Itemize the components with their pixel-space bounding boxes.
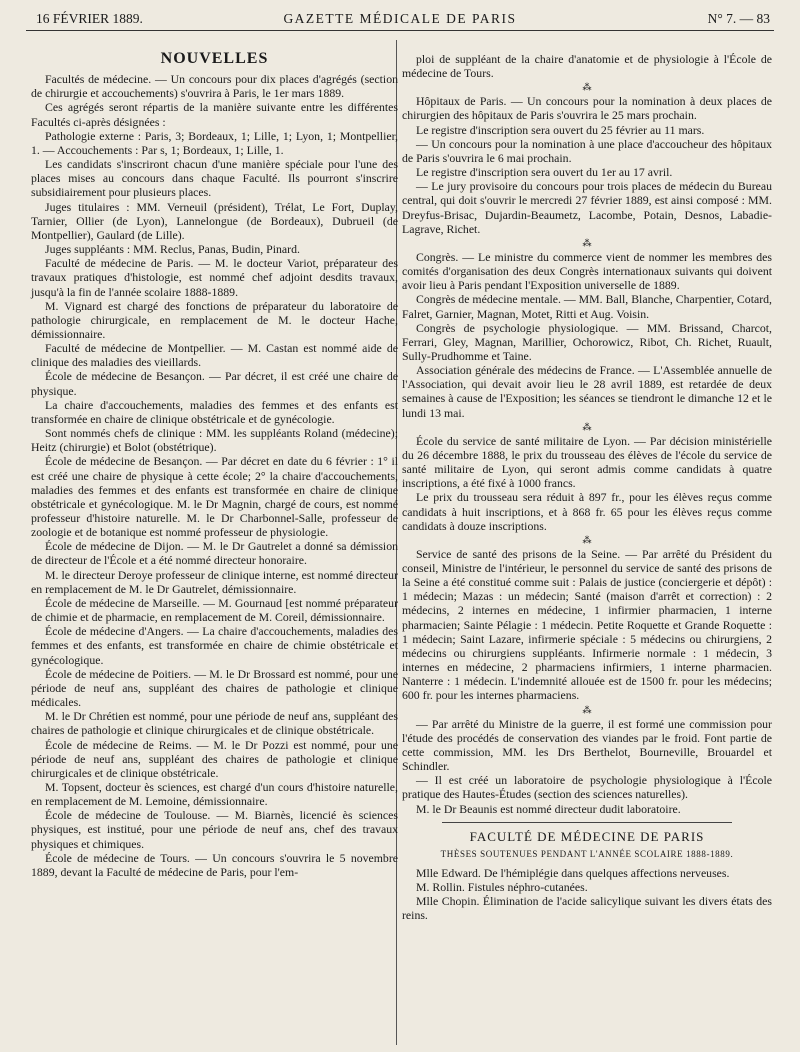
theses-list — [402, 866, 772, 923]
section-title: NOUVELLES — [160, 50, 269, 67]
paragraph: M. le Dr Beaunis est nommé directeur dudit laboratoire. — [416, 801, 681, 816]
paragraph: Faculté de médecine de Montpellier. — M. Castan est nommé aide de clinique des maladies des vieillards. — [31, 341, 398, 370]
paragraph: École de médecine de Reims. — M. le Dr Pozzi est nommé, pour une période de neuf ans, suppléant des chaires de pathologie et clinique chirurgicales et de clinique obstétricale. — [31, 737, 398, 780]
faculte-subtitle: THÈSES SOUTENUES PENDANT L'ANNÉE SCOLAIRE 1888-1889. — [440, 848, 734, 859]
left-paragraphs — [31, 72, 398, 879]
paragraph: Congrès de médecine mentale. — MM. Ball, Blanche, Charpentier, Cotard, Falret, Garnier, Magnan, Motet, Ritti et Aug. Voisin. — [402, 292, 772, 321]
right-block-2 — [402, 94, 772, 236]
paragraph: Le prix du trousseau sera réduit à 897 fr., pour les élèves reçus comme candidats à huit inscriptions, et à 868 fr. 65 pour les élèves reçus comme candidats à douze inscriptions. — [402, 490, 772, 533]
paragraph: École de médecine de Tours. — Un concours s'ouvrira le 5 novembre 1889, devant la Faculté de médecine de Paris, pour l'em- — [31, 850, 398, 879]
paragraph: — Le jury provisoire du concours pour trois places de médecin du Bureau central, qui doit s'ouvrir le mercredi 27 février 1889, est ainsi composé : MM. Dreyfus-Brisac, Dujardin-Beaumetz, Lacombe, Potain, Desnos, Labadie-Lagrave, Richet. — [402, 179, 772, 236]
paragraph: Le registre d'inscription sera ouvert du 1er au 17 avril. — [416, 165, 673, 180]
section-rule — [442, 822, 732, 823]
right-block-1 — [402, 52, 772, 80]
paragraph: École de médecine de Marseille. — M. Gournaud [est nommé préparateur de chimie et de pharmacie, en remplacement de M. Coreil, démissionnaire. — [31, 595, 398, 625]
paragraph: M. Rollin. Fistules néphro-cutanées. — [416, 880, 588, 895]
paragraph: Hôpitaux de Paris. — Un concours pour la nomination à deux places de chirurgien des hôpitaux de Paris s'ouvrira le 25 mars prochain. — [402, 94, 772, 123]
paragraph: Les candidats s'inscriront chacun d'une manière spéciale pour l'une des places mises au concours dans chaque Faculté. Ils pourront s'inscrire subsidiairement pour plusieurs places. — [31, 157, 398, 200]
paragraph: Association générale des médecins de France. — L'Assemblée annuelle de l'Association, qui devait avoir lieu le 28 avril 1889, est retardée de deux semaines à cause de l'Exposition; les séances se tiendront le dimanche 12 et le lundi 13 mai. — [402, 363, 772, 420]
header-number: N° 7. — 83 — [707, 11, 770, 26]
header-date: 16 FÉVRIER 1889. — [36, 11, 143, 26]
section-separator: ⁂ — [582, 534, 592, 545]
section-separator: ⁂ — [582, 421, 592, 432]
paragraph: École de médecine de Besançon. — Par décret en date du 6 février : 1° il est créé une chaire de physique à cette école; 2° la chaire d'accouchements, maladies des femmes et des enfants est transformée en chaire de clinique obstétricale et gynécologique. M. le Dr Magnin, chargé de cours, est nommé professeur d'histoire naturelle. M. le Dr Charbonnel-Salle, professeur de zoologie et de botanique est nommé professeur de physiologie. — [31, 454, 398, 540]
paragraph: École de médecine de Dijon. — M. le Dr Gautrelet a donné sa démission de directeur de l'École et a été nommé directeur honoraire. — [31, 539, 398, 568]
paragraph: M. Vignard est chargé des fonctions de préparateur du laboratoire de pathologie chirurgicale, en remplacement de M. le docteur Hache, démissionnaire. — [31, 298, 398, 341]
paragraph: La chaire d'accouchements, maladies des femmes et des enfants est transformée en chaire de clinique obstétricale et de gynécologie. — [31, 397, 398, 426]
paragraph: Faculté de médecine de Paris. — M. le docteur Variot, préparateur des travaux pratiques d'histologie, est nommé chef adjoint desdits travaux, jusqu'à la fin de l'année scolaire 1888-1889. — [31, 256, 398, 299]
page-header — [26, 8, 774, 31]
paragraph: Mlle Edward. De l'hémiplégie dans quelques affections nerveuses. — [416, 865, 730, 880]
paragraph: M. le directeur Deroye professeur de clinique interne, est nommé directeur en remplacement de M. le Dr Gautrelet, démissionnaire. — [31, 567, 398, 596]
section-separator: ⁂ — [582, 704, 592, 715]
paragraph: Congrès de psychologie physiologique. — MM. Brissand, Charcot, Ferrari, Gley, Magnan, Marillier, Ochorowicz, Ribot, Ch. Richet, Ruault, Sully-Prudhomme et Taine. — [402, 320, 772, 363]
paragraph: — Il est créé un laboratoire de psychologie physiologique à l'École pratique des Hautes-Études (section des sciences naturelles). — [402, 773, 772, 802]
left-column — [31, 50, 398, 879]
paragraph: Ces agrégés seront répartis de la manière suivante entre les différentes Facultés ci-après désignées : — [31, 100, 398, 129]
paragraph: École de médecine de Besançon. — Par décret, il est créé une chaire de physique. — [31, 369, 398, 398]
paragraph: M. le Dr Chrétien est nommé, pour une période de neuf ans, suppléant des chaires de pathologie et clinique chirurgicales et de clinique obstétricale. — [31, 709, 398, 738]
right-block-4 — [402, 434, 772, 533]
paragraph: — Par arrêté du Ministre de la guerre, il est formé une commission pour l'étude des procédés de conservation des viandes par le froid. Font partie de cette commission, MM. les Drs Berthelot, Bourneville, Brouardel et Schindler. — [402, 716, 772, 774]
paragraph: Service de santé des prisons de la Seine. — Par arrêté du Président du conseil, Ministre de l'intérieur, le personnel du service de santé des prisons de la Seine a été constitué comme suit : Palais de justice (conciergerie et dépôt) : 1 médecin; Mazas : un médecin; Santé (maison d'arrêt et correction) : 2 médecins, 2 internes en médecine, 1 infirmier pharmacien, 1 interne pharmacien; Sainte Pélagie : 1 médecin. Petite Roquette et Grande Roquette : 1 médecin; Saint Lazare, infirmerie spéciale : 5 médecins ou chirurgiens, 2 médecins ou chirurgiens suppléants. Infirmerie normale : 1 médecin, 3 internes en médecine, 2 pharmaciens infirmiers, 1 interne pharmacien. Nanterre : 1 médecin. L'indemnité allouée est de 1500 fr. pour les médecins; 600 fr. pour les internes pharmaciens. — [402, 546, 772, 703]
section-separator: ⁂ — [582, 82, 592, 93]
paragraph: Le registre d'inscription sera ouvert du 25 février au 11 mars. — [416, 122, 705, 137]
paragraph: M. Topsent, docteur ès sciences, est chargé d'un cours d'histoire naturelle, en remplacement de M. Lemoine, démissionnaire. — [31, 779, 398, 809]
paragraph: Facultés de médecine. — Un concours pour dix places d'agrégés (section de chirurgie et accouchements) s'ouvrira à Paris, le 1er mars 1889. — [31, 72, 398, 101]
paragraph: Sont nommés chefs de clinique : MM. les suppléants Roland (médecine); Heitz (chirurgie) et Bolot (obstétrique). — [31, 426, 398, 455]
paragraph: École de médecine de Poitiers. — M. le Dr Brossard est nommé, pour une période de neuf ans, suppléant des chaires de pathologie et clinique médicales. — [31, 666, 398, 710]
paragraph: Congrès. — Le ministre du commerce vient de nommer les membres des comités d'organisation des deux Congrès internationaux suivants qui doivent avoir lieu à Paris pendant l'Exposition universelle de 1889. — [402, 249, 772, 293]
right-block-6 — [402, 717, 772, 816]
paragraph: École de médecine d'Angers. — La chaire d'accouchements, maladies des femmes et des enfants, est transformée en chaire de chimie obstétricale et gynécologique. — [31, 624, 398, 667]
paragraph: École de médecine de Toulouse. — M. Biarnès, licencié ès sciences physiques, est institué, pour une période de neuf ans, chef des travaux physiques et chimiques. — [31, 808, 398, 851]
paragraph: Mlle Chopin. Élimination de l'acide salicylique suivant les divers états des reins. — [402, 894, 772, 923]
paragraph: Pathologie externe : Paris, 3; Bordeaux, 1; Lille, 1; Lyon, 1; Montpellier, 1. — Accouchements : Par s, 1; Bordeaux, 1; Lille, 1. — [31, 128, 398, 157]
paragraph: ploi de suppléant de la chaire d'anatomie et de physiologie à l'École de médecine de Tours. — [402, 52, 772, 81]
paragraph: Juges titulaires : MM. Verneuil (président), Trélat, Le Fort, Duplay, Tarnier, Ollier (de Lyon), Lannelongue (de Bordeaux), Dubrueil (de Montpellier), Gaulard (de Lille). — [31, 199, 398, 242]
paragraph: — Un concours pour la nomination à une place d'accoucheur des hôpitaux de Paris s'ouvrira le 6 mai prochain. — [402, 136, 772, 165]
paragraph: École du service de santé militaire de Lyon. — Par décision ministérielle du 26 décembre 1888, le prix du trousseau des élèves de l'école du service de santé militaire de Lyon, qui seront admis comme candidats à quatre inscriptions, a été fixé à 1000 francs. — [402, 433, 772, 491]
section-separator: ⁂ — [582, 237, 592, 248]
right-block-5 — [402, 547, 772, 703]
header-title: GAZETTE MÉDICALE DE PARIS — [283, 11, 517, 26]
paragraph: Juges suppléants : MM. Reclus, Panas, Budin, Pinard. — [45, 242, 300, 257]
faculte-title: FACULTÉ DE MÉDECINE DE PARIS — [469, 828, 705, 844]
right-block-3 — [402, 250, 772, 420]
right-column — [402, 52, 772, 923]
